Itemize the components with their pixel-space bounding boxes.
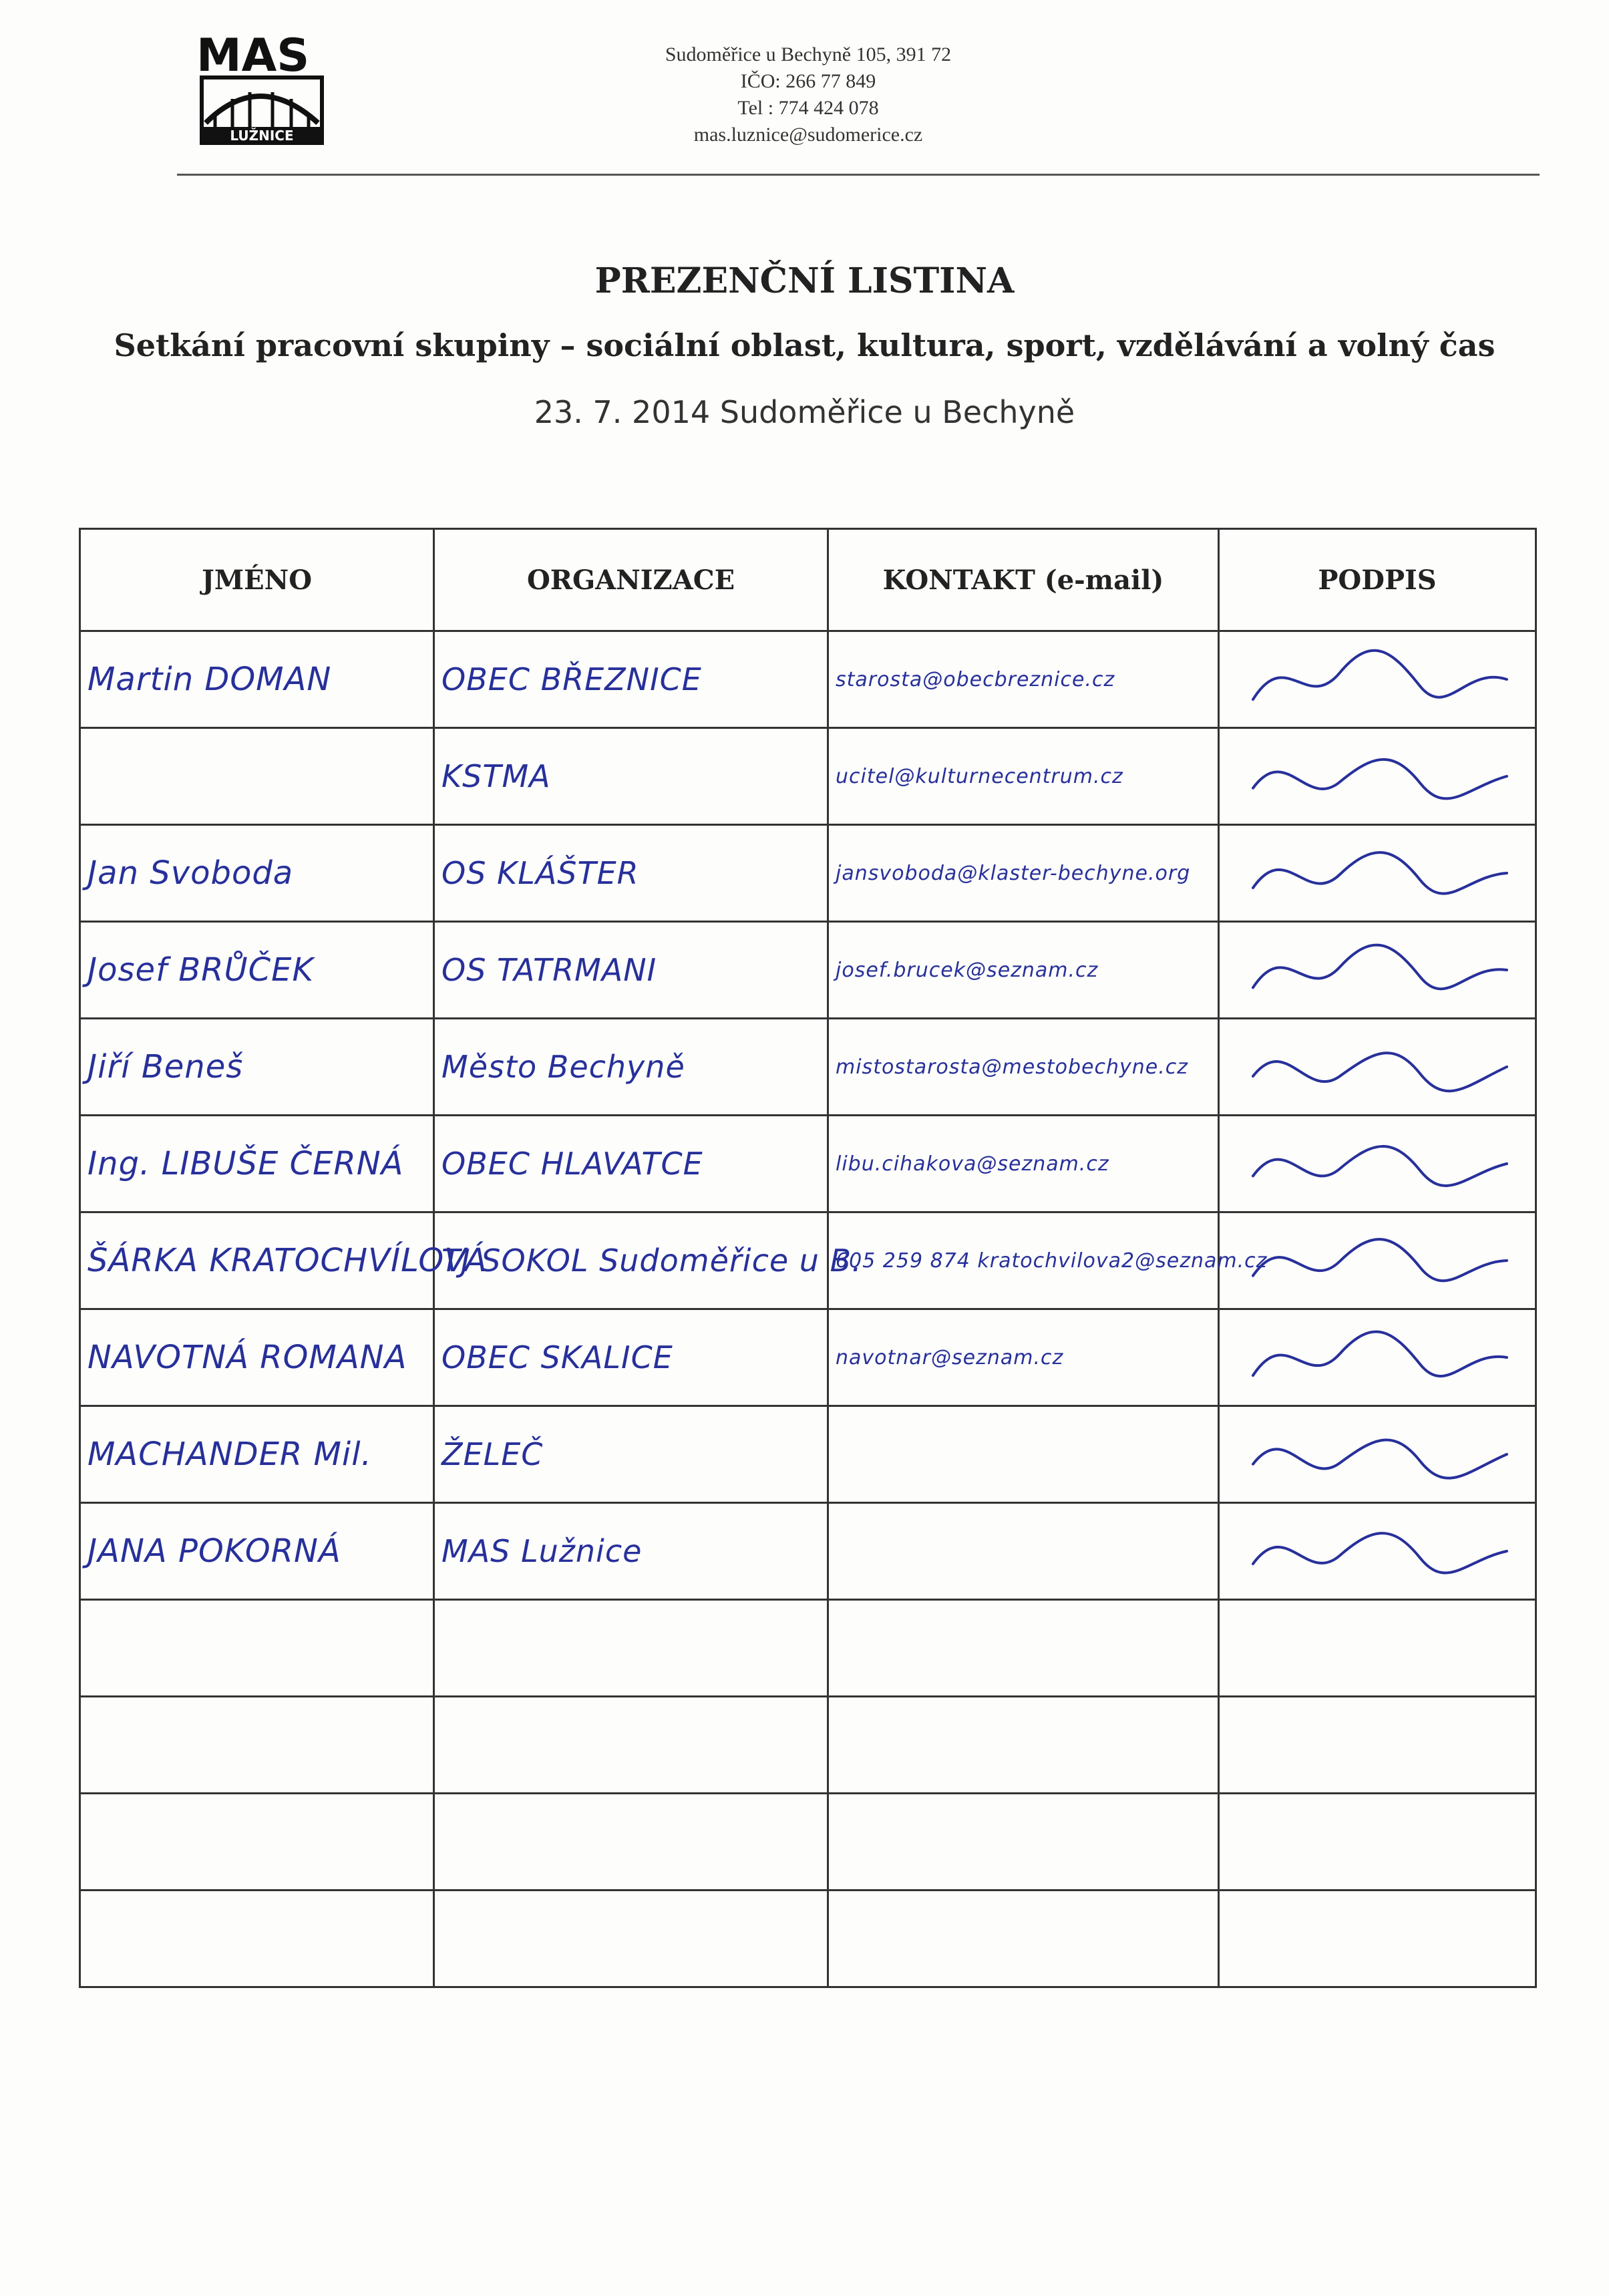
cell-contact: libu.cihakova@seznam.cz xyxy=(828,1116,1219,1212)
cell-name xyxy=(80,1600,434,1697)
cell-signature xyxy=(1219,825,1536,922)
cell-name: JANA POKORNÁ xyxy=(80,1503,434,1600)
cell-contact xyxy=(828,1600,1219,1697)
handwritten-signature xyxy=(1226,736,1520,816)
cell-contact xyxy=(828,1406,1219,1503)
cell-contact: jansvoboda@klaster-bechyne.org xyxy=(828,825,1219,922)
cell-organization xyxy=(434,1600,828,1697)
signature-stroke xyxy=(1253,1332,1507,1377)
table-row xyxy=(80,1891,1536,1987)
handwritten-signature xyxy=(1226,1511,1520,1591)
table-row xyxy=(80,1503,1536,1600)
table-row xyxy=(80,1697,1536,1794)
table-row xyxy=(80,1406,1536,1503)
cell-organization: KSTMA xyxy=(434,728,828,825)
document-date-place: 23. 7. 2014 Sudoměřice u Bechyně xyxy=(534,394,1075,430)
table-row xyxy=(80,922,1536,1019)
cell-signature xyxy=(1219,922,1536,1019)
cell-organization xyxy=(434,1891,828,1987)
contact-ico: IČO: 266 77 849 xyxy=(740,70,876,92)
cell-contact: josef.brucek@seznam.cz xyxy=(828,922,1219,1019)
contact-block xyxy=(581,41,1035,148)
header-contact: KONTAKT (e-mail) xyxy=(828,529,1219,631)
header-name: JMÉNO xyxy=(80,529,434,631)
cell-signature xyxy=(1219,1019,1536,1116)
cell-name: Martin DOMAN xyxy=(80,631,434,728)
cell-name xyxy=(80,728,434,825)
cell-organization: Město Bechyně xyxy=(434,1019,828,1116)
signature-stroke xyxy=(1253,760,1507,799)
signature-stroke xyxy=(1253,852,1507,894)
cell-contact xyxy=(828,1794,1219,1891)
table-row xyxy=(80,1212,1536,1309)
handwritten-signature xyxy=(1226,1124,1520,1204)
cell-organization: OBEC HLAVATCE xyxy=(434,1116,828,1212)
signature-stroke xyxy=(1253,1053,1507,1091)
table-row xyxy=(80,1794,1536,1891)
cell-signature xyxy=(1219,631,1536,728)
document-title: PREZENČNÍ LISTINA xyxy=(594,261,1015,301)
signature-stroke xyxy=(1253,1440,1507,1478)
cell-signature xyxy=(1219,1697,1536,1794)
handwritten-signature xyxy=(1226,930,1520,1010)
cell-contact: ucitel@kulturnecentrum.cz xyxy=(828,728,1219,825)
signature-stroke xyxy=(1253,651,1507,699)
cell-signature xyxy=(1219,1116,1536,1212)
cell-organization: OBEC BŘEZNICE xyxy=(434,631,828,728)
cell-name xyxy=(80,1891,434,1987)
cell-name xyxy=(80,1697,434,1794)
cell-signature xyxy=(1219,728,1536,825)
cell-organization: TJ SOKOL Sudoměřice u B. xyxy=(434,1212,828,1309)
header-signature: PODPIS xyxy=(1219,529,1536,631)
document-subtitle: Setkání pracovní skupiny – sociální oblast, kultura, sport, vzdělávání a volný čas xyxy=(114,327,1495,363)
cell-name: NAVOTNÁ ROMANA xyxy=(80,1309,434,1406)
cell-organization xyxy=(434,1794,828,1891)
cell-name: ŠÁRKA KRATOCHVÍLOVÁ xyxy=(80,1212,434,1309)
table-row xyxy=(80,1309,1536,1406)
cell-contact xyxy=(828,1891,1219,1987)
table-row xyxy=(80,631,1536,728)
table-header-row xyxy=(80,529,1536,631)
contact-email: mas.luznice@sudomerice.cz xyxy=(693,124,923,146)
signature-stroke xyxy=(1253,1533,1507,1573)
table-row xyxy=(80,728,1536,825)
cell-signature xyxy=(1219,1503,1536,1600)
table-row xyxy=(80,1019,1536,1116)
cell-organization: OBEC SKALICE xyxy=(434,1309,828,1406)
cell-name: Ing. LIBUŠE ČERNÁ xyxy=(80,1116,434,1212)
cell-organization: MAS Lužnice xyxy=(434,1503,828,1600)
cell-contact: mistostarosta@mestobechyne.cz xyxy=(828,1019,1219,1116)
cell-signature xyxy=(1219,1212,1536,1309)
cell-name: Jiří Beneš xyxy=(80,1019,434,1116)
handwritten-signature xyxy=(1226,1317,1520,1398)
handwritten-signature xyxy=(1226,639,1520,719)
attendance-table xyxy=(79,528,1537,1988)
cell-signature xyxy=(1219,1406,1536,1503)
cell-signature xyxy=(1219,1891,1536,1987)
handwritten-signature xyxy=(1226,1027,1520,1107)
cell-contact xyxy=(828,1503,1219,1600)
cell-name xyxy=(80,1794,434,1891)
cell-contact: starosta@obecbreznice.cz xyxy=(828,631,1219,728)
handwritten-signature xyxy=(1226,833,1520,913)
signature-stroke xyxy=(1253,1239,1507,1281)
table-row xyxy=(80,1600,1536,1697)
cell-name: MACHANDER Mil. xyxy=(80,1406,434,1503)
cell-contact xyxy=(828,1697,1219,1794)
mas-luznice-logo xyxy=(192,29,331,148)
contact-address: Sudoměřice u Bechyně 105, 391 72 xyxy=(665,43,952,65)
handwritten-signature xyxy=(1226,1414,1520,1494)
logo-text-luznice: LUŽNICE xyxy=(230,128,294,144)
header-organization: ORGANIZACE xyxy=(434,529,828,631)
table-row xyxy=(80,825,1536,922)
cell-name: Jan Svoboda xyxy=(80,825,434,922)
cell-organization: OS KLÁŠTER xyxy=(434,825,828,922)
header-divider xyxy=(177,174,1540,176)
cell-contact: navotnar@seznam.cz xyxy=(828,1309,1219,1406)
cell-organization xyxy=(434,1697,828,1794)
cell-organization: OS TATRMANI xyxy=(434,922,828,1019)
handwritten-signature xyxy=(1226,1220,1520,1301)
logo-text-mas: MAS xyxy=(196,29,310,82)
signature-stroke xyxy=(1253,1146,1507,1186)
cell-signature xyxy=(1219,1600,1536,1697)
contact-phone: Tel : 774 424 078 xyxy=(737,97,879,119)
table-row xyxy=(80,1116,1536,1212)
cell-contact: 605 259 874 kratochvilova2@seznam.cz xyxy=(828,1212,1219,1309)
cell-signature xyxy=(1219,1794,1536,1891)
cell-name: Josef BRŮČEK xyxy=(80,922,434,1019)
signature-stroke xyxy=(1253,945,1507,989)
cell-organization: ŽELEČ xyxy=(434,1406,828,1503)
cell-signature xyxy=(1219,1309,1536,1406)
